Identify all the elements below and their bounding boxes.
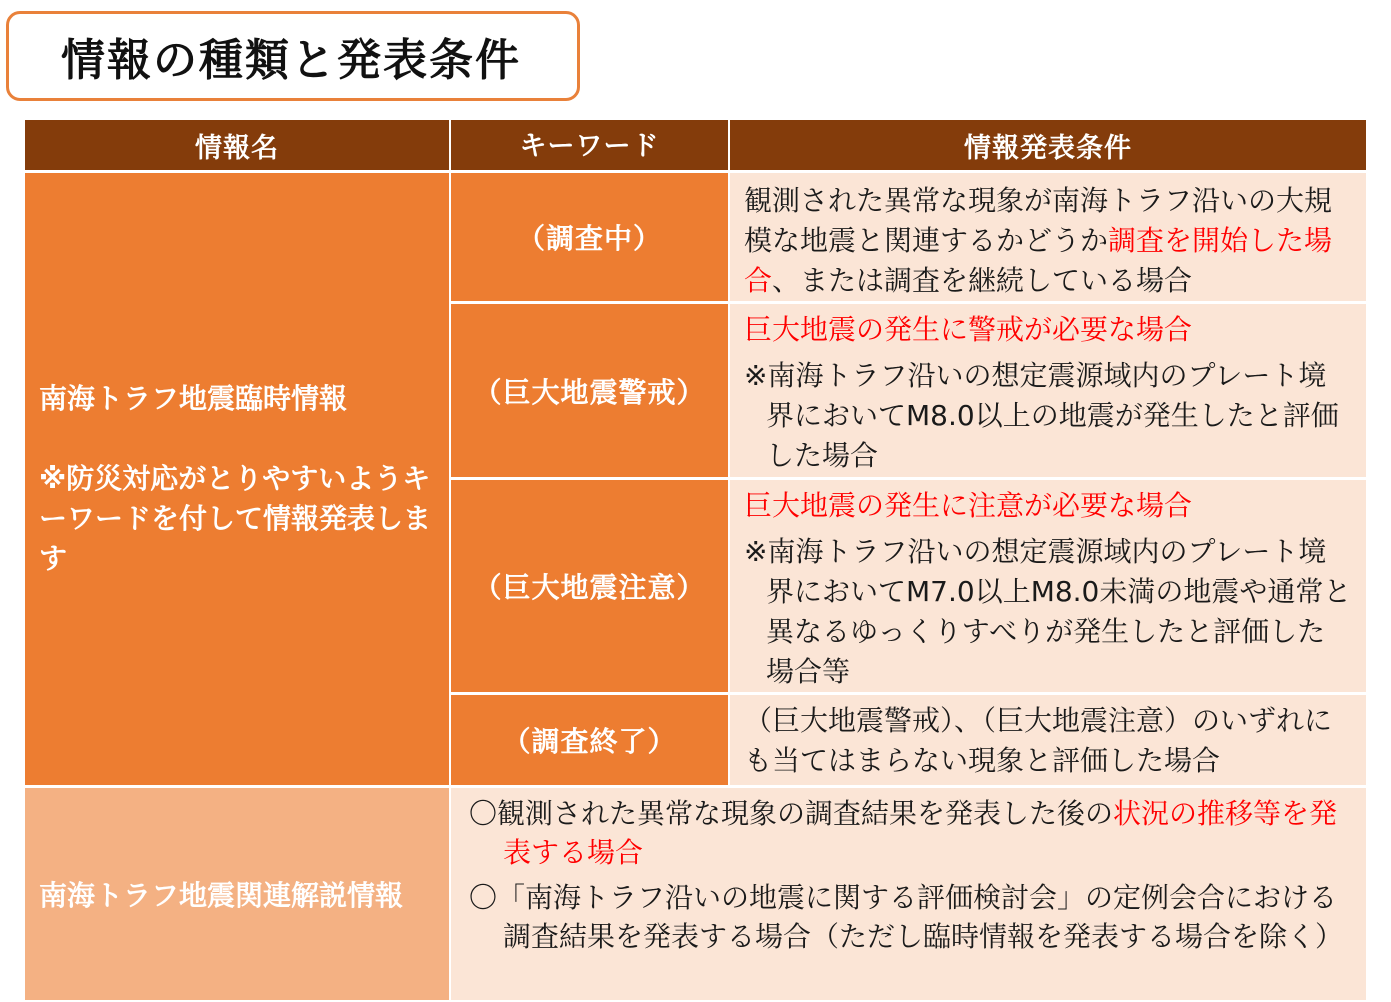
info-name-rinji-note: ※防災対応がとりやすいようキーワードを付して情報発表します (39, 462, 432, 575)
header-info-name: 情報名 (25, 120, 449, 170)
info-name-rinji-label: 南海トラフ地震臨時情報 (39, 382, 348, 415)
condition-chuui-headline: 巨大地震の発生に注意が必要な場合 (744, 489, 1193, 522)
page-title: 情報の種類と発表条件 (61, 35, 521, 86)
condition-kaisetsu-bullet-1-highlight: 状況の推移等を発表する場合 (503, 797, 1338, 869)
condition-kaisetsu-bullet-1-text: 〇観測された異常な現象の調査結果を発表した後の (469, 797, 1114, 830)
condition-chousachu-text-a: 観測された異常な現象が南海トラフ沿いの大規模な地震と関連するかどうか (744, 184, 1333, 257)
condition-keikai (730, 304, 1366, 477)
keyword-chousashuryo: （調査終了） (451, 695, 728, 785)
info-name-rinji (25, 173, 449, 785)
condition-chousachu-highlight: 調査を開始した場合 (744, 224, 1333, 297)
keyword-keikai: （巨大地震警戒） (451, 304, 728, 477)
condition-keikai-note: ※南海トラフ沿いの想定震源域内のプレート境界においてM8.0以上の地震が発生したと評価した場合 (744, 359, 1339, 472)
condition-chousashuryo: （巨大地震警戒）、（巨大地震注意）のいずれにも当てはまらない現象と評価した場合 (730, 695, 1366, 785)
condition-kaisetsu (451, 788, 1366, 1000)
header-keyword: キーワード (451, 120, 728, 170)
title-box (6, 11, 580, 101)
condition-chuui (730, 480, 1366, 692)
condition-keikai-headline: 巨大地震の発生に警戒が必要な場合 (744, 313, 1193, 346)
keyword-chuui: （巨大地震注意） (451, 480, 728, 692)
header-condition: 情報発表条件 (730, 120, 1366, 170)
condition-chousachu (730, 173, 1366, 301)
info-name-kaisetsu: 南海トラフ地震関連解説情報 (25, 788, 449, 1000)
condition-chuui-note: ※南海トラフ沿いの想定震源域内のプレート境界においてM7.0以上M8.0未満の地震や通常と異なるゆっくりすべりが発生したと評価した場合等 (744, 535, 1352, 688)
condition-kaisetsu-bullet-2: 〇「南海トラフ沿いの地震に関する評価検討会」の定例会合における調査結果を発表する場合（ただし臨時情報を発表する場合を除く） (469, 881, 1344, 953)
condition-kaisetsu-bullet-1 (469, 794, 1352, 872)
condition-chousachu-text-b: 、または調査を継続している場合 (772, 264, 1193, 297)
keyword-chousachu: （調査中） (451, 173, 728, 301)
